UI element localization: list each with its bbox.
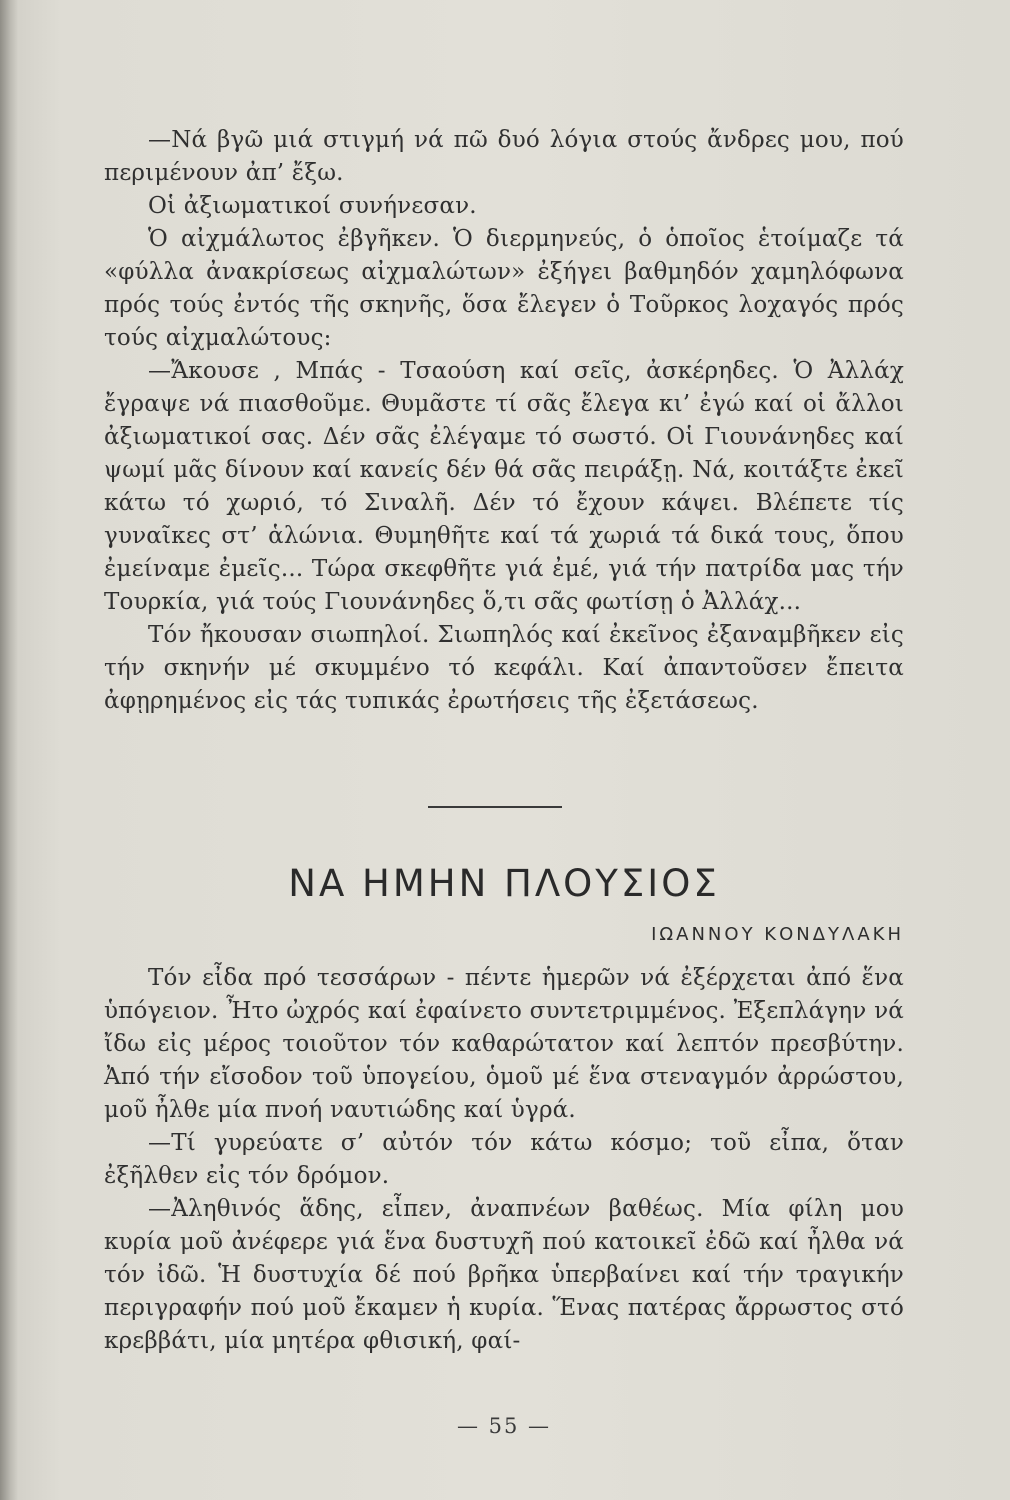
page-number: — 55 —: [456, 1414, 552, 1438]
story-title: ΝΑ ΗΜΗΝ ΠΛΟΥΣΙΟΣ: [288, 862, 720, 905]
paragraph: Τόν εἶδα πρό τεσσάρων - πέντε ἡμερῶν νά ἐξέρχεται ἀπό ἕνα ὑπόγειον. Ἦτο ὠχρός καί ἐφαίνετο συντετριμμένος. Ἐξεπλάγην νά ἴδω εἰς μέρος τοιοῦτον τόν καθαρώτατον καί λεπτόν πρεσβύτην. Ἀπό τήν εἴσοδον τοῦ ὑπογείου, ὁμοῦ μέ ἕνα στεναγμόν ἀρρώστου, μοῦ ἦλθε μία πνοή ναυτιώδης καί ὑγρά.: [104, 965, 904, 1123]
section-divider: [428, 806, 562, 808]
paragraph: —Ἄκουσε , Μπάς - Τσαούση καί σεῖς, ἀσκέρηδες. Ὁ Ἀλλάχ ἔγραψε νά πιασθοῦμε. Θυμᾶστε τί σᾶς ἔλεγα κι’ ἐγώ καί οἱ ἄλλοι ἀξιωματικοί σας. Δέν σᾶς ἐλέγαμε τό σωστό. Οἱ Γιουνάνηδες καί ψωμί μᾶς δίνουν καί κανείς δέν θά σᾶς πειράξῃ. Νά, κοιτάξτε ἐκεῖ κάτω τό χωριό, τό Σιναλῆ. Δέν τό ἔχουν κάψει. Βλέπετε τίς γυναῖκες στ’ ἁλώνια. Θυμηθῆτε καί τά χωριά τά δικά τους, ὅπου ἐμείναμε ἐμεῖς... Τώρα σκεφθῆτε γιά ἐμέ, γιά τήν πατρίδα μας τήν Τουρκία, γιά τούς Γιουνάνηδες ὅ,τι σᾶς φωτίσῃ ὁ Ἀλλάχ...: [104, 358, 904, 615]
paragraph: Τόν ἤκουσαν σιωπηλοί. Σιωπηλός καί ἐκεῖνος ἐξαναμβῆκεν εἰς τήν σκηνήν μέ σκυμμένο τό κεφάλι. Καί ἀπαντοῦσεν ἔπειτα ἀφῃρημένος εἰς τάς τυπικάς ἐρωτήσεις τῆς ἐξετάσεως.: [104, 622, 904, 714]
paragraph: —Ἀληθινός ἅδης, εἶπεν, ἀναπνέων βαθέως. Μία φίλη μου κυρία μοῦ ἀνέφερε γιά ἕνα δυστυχῆ πού κατοικεῖ ἐδῶ καί ἦλθα νά τόν ἰδῶ. Ἡ δυστυχία δέ πού βρῆκα ὑπερβαίνει καί τήν τραγικήν περιγραφήν πού μοῦ ἔκαμεν ἡ κυρία. Ἕνας πατέρας ἄρρωστος στό κρεββάτι, μία μητέρα φθισική, φαί-: [104, 1196, 904, 1354]
story-body: [104, 962, 904, 1358]
story-author: ΙΩΑΝΝΟΥ ΚΟΝΔΥΛΑΚΗ: [651, 924, 904, 945]
paragraph: —Τί γυρεύατε σ’ αὐτόν τόν κάτω κόσμο; τοῦ εἶπα, ὅταν ἐξῆλθεν εἰς τόν δρόμον.: [104, 1130, 904, 1189]
paragraph: Οἱ ἀξιωματικοί συνήνεσαν.: [148, 193, 477, 219]
binding-shadow: [0, 0, 18, 1500]
paragraph: Ὁ αἰχμάλωτος ἐβγῆκεν. Ὁ διερμηνεύς, ὁ ὁποῖος ἑτοίμαζε τά «φύλλα ἀνακρίσεως αἰχμαλώτων» ἐξήγει βαθμηδόν χαμηλόφωνα πρός τούς ἐντός τῆς σκηνῆς, ὅσα ἔλεγεν ὁ Τοῦρκος λοχαγός πρός τούς αἰχμαλώτους:: [104, 226, 904, 351]
story-continuation: [104, 124, 904, 718]
paragraph: —Νά βγῶ μιά στιγμή νά πῶ δυό λόγια στούς ἄνδρες μου, πού περιμένουν ἀπ’ ἔξω.: [104, 127, 904, 186]
